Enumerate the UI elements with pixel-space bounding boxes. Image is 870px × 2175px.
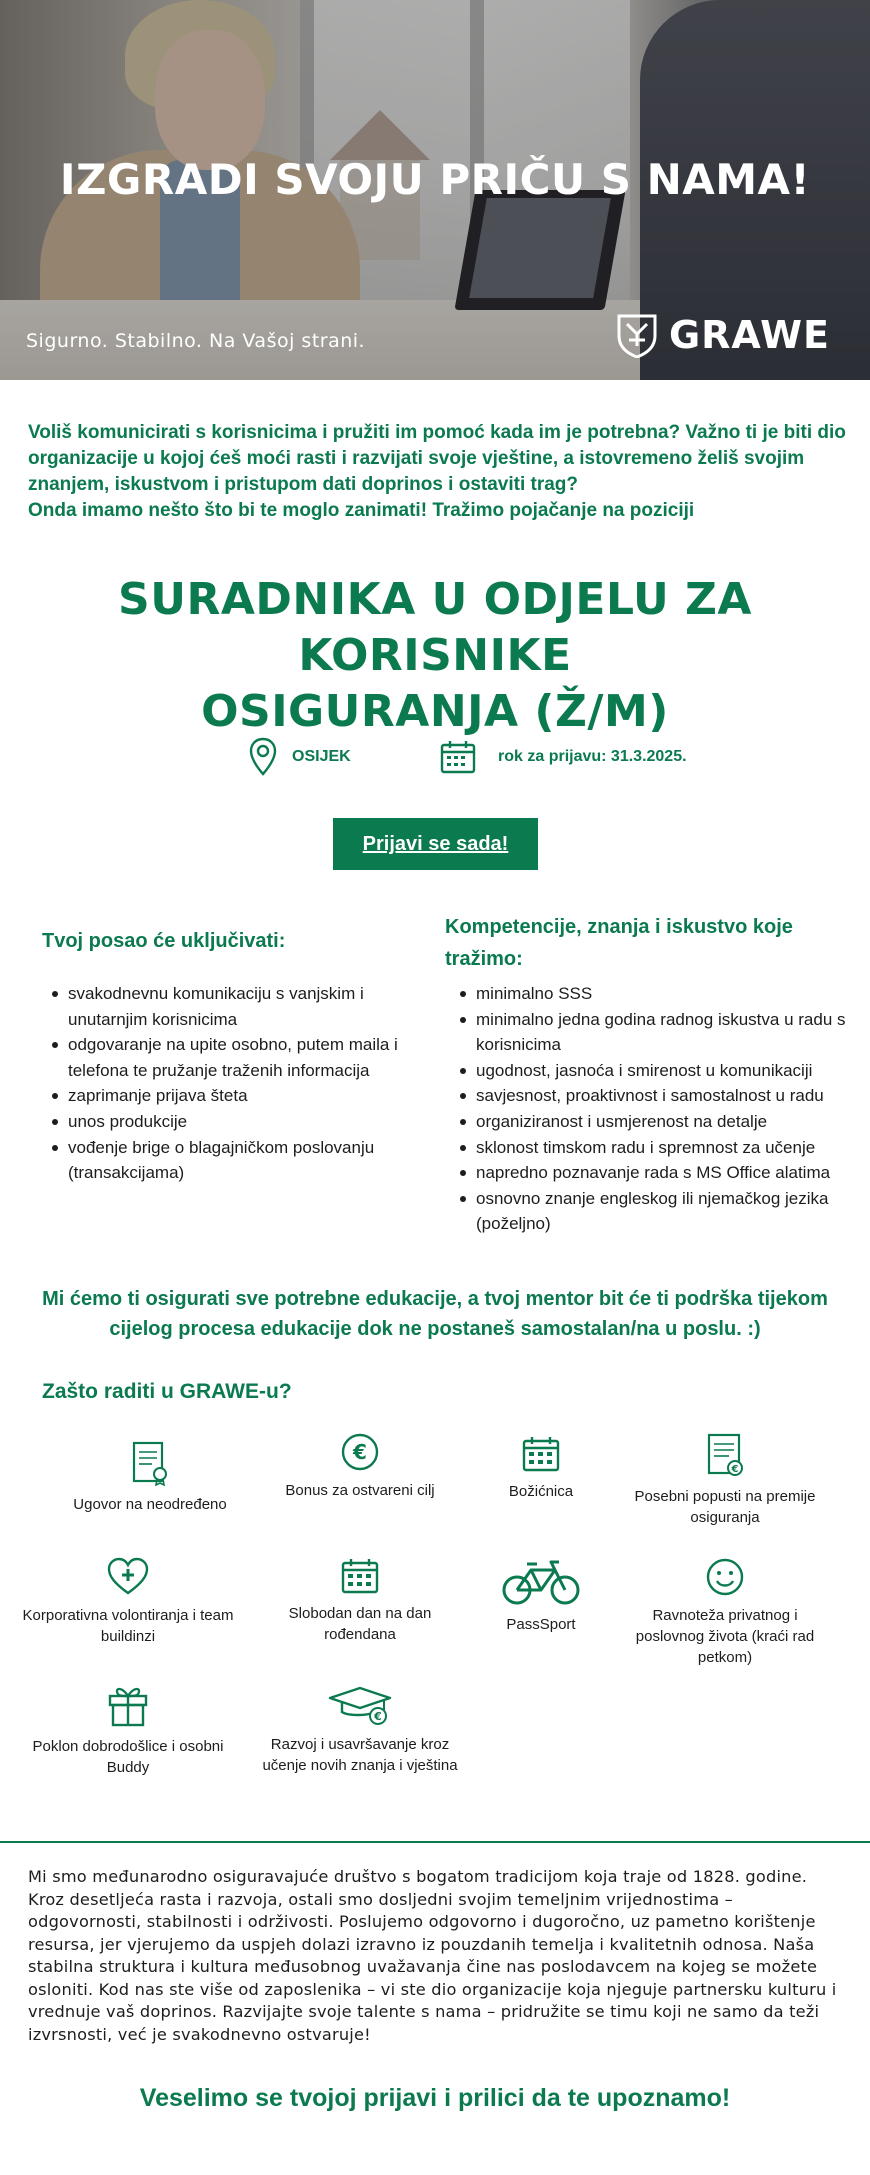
duties-list [50, 981, 420, 1186]
list-item: osnovno znanje engleskog ili njemačkog jezika (poželjno) [458, 1186, 848, 1237]
benefit-item [45, 1440, 255, 1515]
svg-text:€: € [731, 1464, 739, 1475]
apply-button[interactable]: Prijavi se sada! [333, 818, 538, 870]
job-title-line: SURADNIKA U ODJELU ZA KORISNIKE [118, 574, 752, 681]
benefit-label: Poklon dobrodošlice i osobni Buddy [32, 1738, 224, 1776]
graduation-cap-icon [328, 1686, 392, 1726]
job-location [248, 735, 351, 779]
benefit-label: Božićnica [508, 1483, 574, 1500]
benefit-label: Ugovor na neodređeno [73, 1496, 227, 1513]
benefit-item [22, 1557, 234, 1647]
list-item: sklonost timskom radu i spremnost za učenje [458, 1135, 848, 1161]
contract-icon [130, 1440, 170, 1486]
benefit-item [620, 1557, 830, 1668]
job-deadline [440, 735, 687, 779]
benefit-item [620, 1432, 830, 1528]
requirements-list [458, 981, 848, 1237]
job-title-line: OSIGURANJA (Ž/M) [201, 686, 669, 737]
svg-text:€: € [353, 1440, 367, 1464]
deadline-label: rok za prijavu: 31.3.2025. [498, 748, 687, 765]
brand-name: GRAWE [668, 313, 830, 357]
list-item: svakodnevnu komunikaciju s vanjskim i unutarnjim korisnicima [50, 981, 420, 1032]
benefit-label: Slobodan dan na dan rođendana [288, 1605, 432, 1643]
benefit-label: Posebni popusti na premije osiguranja [634, 1488, 816, 1526]
benefit-label: Bonus za ostvareni cilj [285, 1482, 435, 1499]
benefit-label: Ravnoteža privatnog i poslovnog života (kraći rad petkom) [635, 1607, 815, 1666]
benefit-item [255, 1432, 465, 1501]
list-item: savjesnost, proaktivnost i samostalnost u radu [458, 1083, 848, 1109]
duties-heading: Tvoj posao će uključivati: [42, 930, 286, 952]
shield-logo-icon [615, 312, 659, 358]
list-item: organiziranost i usmjerenost na detalje [458, 1109, 848, 1135]
hero-title: IZGRADI SVOJU PRIČU S NAMA! [59, 155, 811, 204]
smile-icon [705, 1557, 745, 1597]
calendar-icon [521, 1435, 561, 1473]
location-label: OSIJEK [292, 748, 351, 765]
calendar-icon [440, 740, 476, 774]
requirements-heading: Kompetencije, znanja i iskustvo koje tražimo: [445, 916, 793, 970]
benefit-item [22, 1682, 234, 1778]
list-item: minimalno jedna godina radnog iskustva u radu s korisnicima [458, 1007, 848, 1058]
list-item: minimalno SSS [458, 981, 848, 1007]
list-item: vođenje brige o blagajničkom poslovanju (transakcijama) [50, 1135, 420, 1186]
benefits-heading: Zašto raditi u GRAWE-u? [42, 1380, 292, 1403]
bicycle-icon [501, 1558, 581, 1606]
benefit-label: Korporativna volontiranja i team buildinzi [22, 1607, 234, 1645]
intro-text [28, 420, 848, 524]
hero-banner [0, 0, 870, 380]
benefit-item [436, 1435, 646, 1502]
list-item: ugodnost, jasnoća i smirenost u komunikaciji [458, 1058, 848, 1084]
map-pin-icon [248, 737, 278, 777]
hero-subtitle: Sigurno. Stabilno. Na Vašoj strani. [26, 330, 366, 352]
job-title [0, 572, 870, 740]
svg-text:€: € [374, 1710, 382, 1723]
benefit-item [255, 1557, 465, 1645]
mentor-text: Mi ćemo ti osigurati sve potrebne edukacije, a tvoj mentor bit će ti podrška tijekom cijelog procesa edukacije dok ne postaneš samostalan/na u poslu. :) [42, 1288, 828, 1340]
benefit-label: Razvoj i usavršavanje kroz učenje novih znanja i vještina [262, 1736, 458, 1774]
list-item: odgovaranje na upite osobno, putem maila i telefona te pružanje traženih informacija [50, 1032, 420, 1083]
benefit-item [436, 1558, 646, 1635]
gift-icon [106, 1682, 150, 1728]
calendar-icon [340, 1557, 380, 1595]
intro-paragraph: Voliš komunicirati s korisnicima i pružiti im pomoć kada im je potrebna? Važno ti je biti dio organizacije u kojoj ćeš moći rasti i razvijati svoje vještine, a istovremeno želiš svojim znanjem, iskustvom i pristupom dati doprinos i ostaviti trag? [28, 422, 846, 495]
benefit-item [255, 1686, 465, 1776]
company-description: Mi smo međunarodno osiguravajuće društvo s bogatom tradicijom koja traje od 1828. godine. Kroz desetljeća rasta i razvoja, ostali smo dosljedni svojim temeljnim vrijednostima – odgovornosti, stabilnosti i održivosti. Poslujemo odgovorno i dugoročno, uz pametno korištenje resursa, jer vjerujemo da uspjeh dolazi izravno iz pouzdanih temelja i kvalitetnih odnosa. Naša stabilna struktura i kultura međusobnog uvažavanja čine nas poslodavcem na kojeg se možete osloniti. Kod nas ste više od zaposlenika – vi ste dio organizacije koja njeguje partnersku kulturu i vrednuje vaš doprinos. Razvijajte svoje talente s nama – pridružite se timu koji ne samo da teži izvrsnosti, već je svakodnevno ostvaruje! [28, 1867, 837, 2044]
section-divider [0, 1841, 870, 1843]
list-item: unos produkcije [50, 1109, 420, 1135]
brand-logo [615, 312, 830, 358]
list-item: zaprimanje prijava šteta [50, 1083, 420, 1109]
document-euro-icon [705, 1432, 745, 1478]
intro-paragraph: Onda imamo nešto što bi te moglo zanimati! Tražimo pojačanje na poziciji [28, 500, 695, 521]
heart-plus-icon [106, 1557, 150, 1597]
closing-message: Veselimo se tvojoj prijavi i prilici da te upoznamo! [139, 2084, 731, 2112]
list-item: napredno poznavanje rada s MS Office alatima [458, 1160, 848, 1186]
euro-coin-icon [340, 1432, 380, 1472]
benefit-label: PassSport [506, 1616, 576, 1633]
